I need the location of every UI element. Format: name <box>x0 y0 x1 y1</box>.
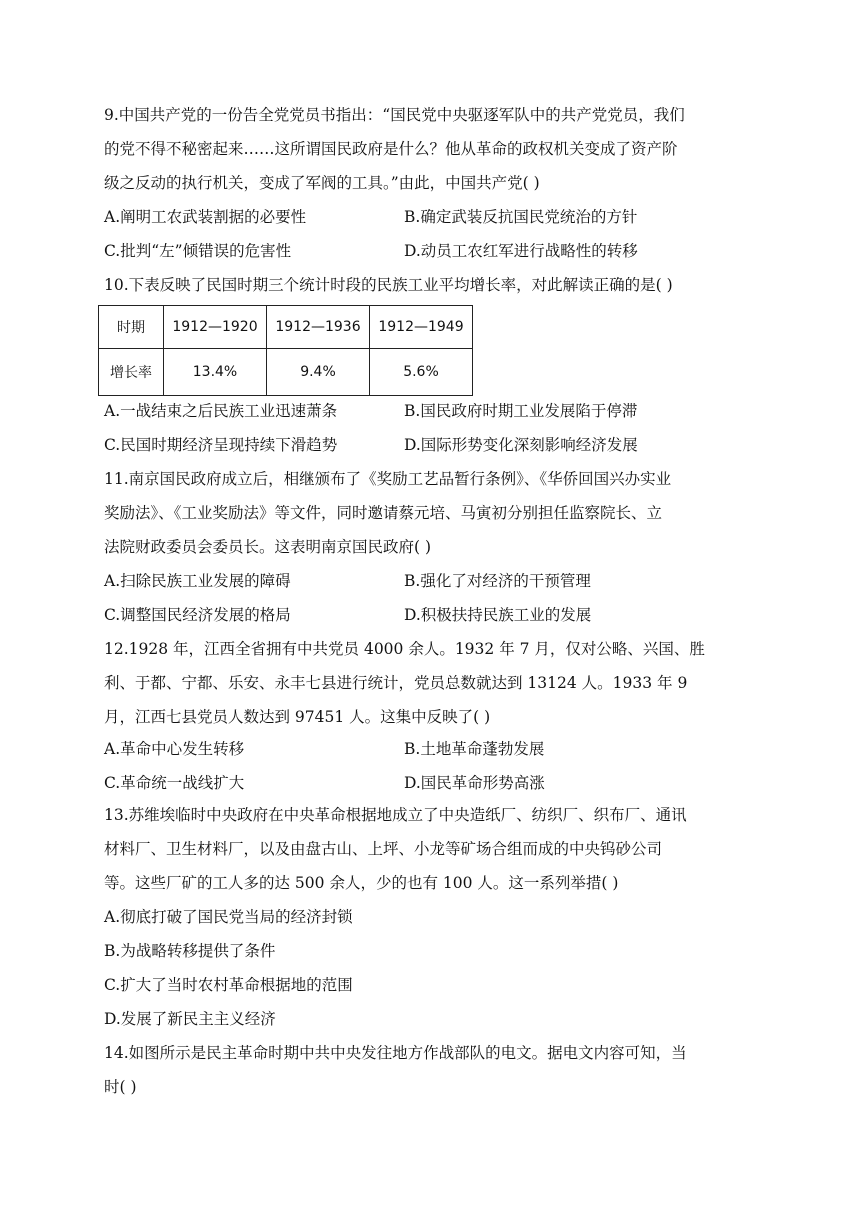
table-header-1912-1920: 1912—1920 <box>164 306 267 349</box>
question-12-line-1: 12.1928 年，江西全省拥有中共党员 4000 余人。1932 年 7 月，仅对公略、兴国、胜 <box>104 640 705 658</box>
question-13-option-a[interactable]: A.彻底打破了国民党当局的经济封锁 <box>104 908 353 926</box>
table-cell-1912-1936: 9.4% <box>267 349 370 396</box>
question-12-option-b[interactable]: B.土地革命蓬勃发展 <box>404 740 545 758</box>
table-header-row <box>99 306 473 349</box>
question-10-stem <box>104 268 754 302</box>
question-9-option-a[interactable]: A.阐明工农武装割据的必要性 <box>104 208 307 226</box>
question-12-line-2: 利、于都、宁都、乐安、永丰七县进行统计，党员总数就达到 13124 人。1933 年 9 <box>104 674 688 692</box>
table-header-1912-1936: 1912—1936 <box>267 306 370 349</box>
question-11-stem <box>104 462 754 564</box>
question-14-stem <box>104 1036 754 1104</box>
question-10-option-c[interactable]: C.民国时期经济呈现持续下滑趋势 <box>104 436 338 454</box>
table-header-period: 时期 <box>99 306 164 349</box>
question-9-line-2: 的党不得不秘密起来……这所谓国民政府是什么？他从革命的政权机关变成了资产阶 <box>104 140 678 158</box>
table-cell-1912-1920: 13.4% <box>164 349 267 396</box>
question-12-stem <box>104 632 754 734</box>
question-14-line-2: 时( ) <box>104 1078 137 1096</box>
question-9-option-d[interactable]: D.动员工农红军进行战略性的转移 <box>404 242 638 260</box>
question-13-option-b[interactable]: B.为战略转移提供了条件 <box>104 942 276 960</box>
table-data-row <box>99 349 473 396</box>
question-10-option-b[interactable]: B.国民政府时期工业发展陷于停滞 <box>404 402 638 420</box>
question-10-line-1: 10.下表反映了民国时期三个统计时段的民族工业平均增长率，对此解读正确的是( ) <box>104 276 673 294</box>
growth-rate-table <box>98 305 473 396</box>
question-13-line-1: 13.苏维埃临时中央政府在中央革命根据地成立了中央造纸厂、纺织厂、织布厂、通讯 <box>104 806 687 824</box>
question-13-option-c[interactable]: C.扩大了当时农村革命根据地的范围 <box>104 976 353 994</box>
question-10-option-a[interactable]: A.一战结束之后民族工业迅速萧条 <box>104 402 338 420</box>
question-9-stem <box>104 98 754 200</box>
question-11-option-d[interactable]: D.积极扶持民族工业的发展 <box>404 606 592 624</box>
question-12-line-3: 月，江西七县党员人数达到 97451 人。这集中反映了( ) <box>104 708 491 726</box>
question-11-option-b[interactable]: B.强化了对经济的干预管理 <box>404 572 591 590</box>
question-13-line-2: 材料厂、卫生材料厂，以及由盘古山、上坪、小龙等矿场合组而成的中央钨砂公司 <box>104 840 663 858</box>
question-13-stem <box>104 798 754 900</box>
question-12-option-a[interactable]: A.革命中心发生转移 <box>104 740 245 758</box>
question-12-option-d[interactable]: D.国民革命形势高涨 <box>404 774 545 792</box>
question-9-line-1: 9.中国共产党的一份告全党党员书指出：“国民党中央驱逐军队中的共产党党员，我们 <box>104 106 685 124</box>
question-11-option-c[interactable]: C.调整国民经济发展的格局 <box>104 606 291 624</box>
question-13-line-3: 等。这些厂矿的工人多的达 500 余人，少的也有 100 人。这一系列举措( ) <box>104 874 619 892</box>
table-header-1912-1949: 1912—1949 <box>370 306 473 349</box>
question-11-option-a[interactable]: A.扫除民族工业发展的障碍 <box>104 572 291 590</box>
question-11-line-1: 11.南京国民政府成立后，相继颁布了《奖励工艺品暂行条例》、《华侨回国兴办实业 <box>104 470 672 488</box>
question-12-option-c[interactable]: C.革命统一战线扩大 <box>104 774 245 792</box>
question-13-option-d[interactable]: D.发展了新民主主义经济 <box>104 1010 276 1028</box>
question-9-option-b[interactable]: B.确定武装反抗国民党统治的方针 <box>404 208 638 226</box>
question-9-line-3: 级之反动的执行机关，变成了军阀的工具。”由此，中国共产党( ) <box>104 174 540 192</box>
table-cell-1912-1949: 5.6% <box>370 349 473 396</box>
question-10-option-d[interactable]: D.国际形势变化深刻影响经济发展 <box>404 436 638 454</box>
question-11-line-3: 法院财政委员会委员长。这表明南京国民政府( ) <box>104 538 432 556</box>
question-14-line-1: 14.如图所示是民主革命时期中共中央发往地方作战部队的电文。据电文内容可知，当 <box>104 1044 687 1062</box>
table-row-label: 增长率 <box>99 349 164 396</box>
question-9-option-c[interactable]: C.批判“左”倾错误的危害性 <box>104 242 292 260</box>
question-11-line-2: 奖励法》、《工业奖励法》等文件，同时邀请蔡元培、马寅初分别担任监察院长、立 <box>104 504 663 522</box>
